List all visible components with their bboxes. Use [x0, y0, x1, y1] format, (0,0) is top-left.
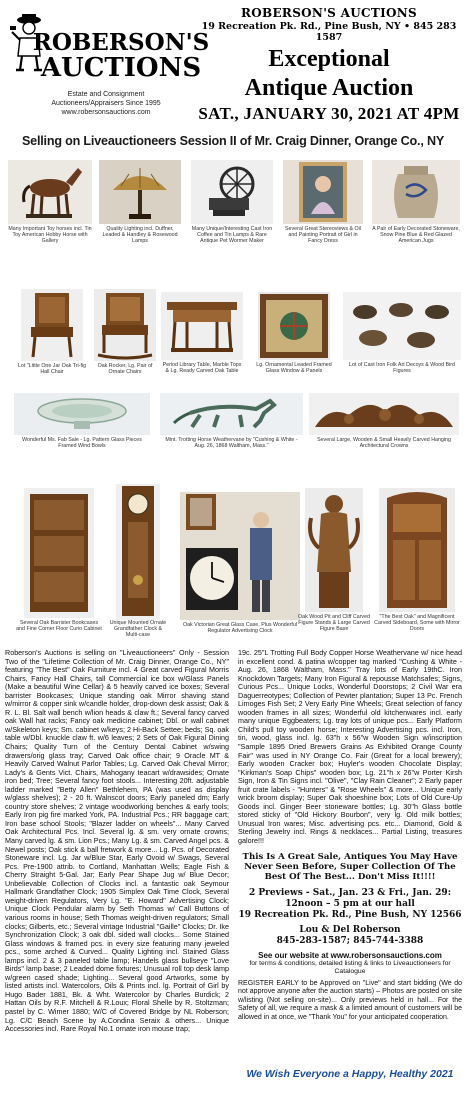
- item-carved-figure: [298, 488, 370, 638]
- website-link[interactable]: See our website at www.robersonsauctions.com: [258, 950, 442, 960]
- caption: Wonderful Ms. Fab Sale - Lg. Pattern Glass Pieces Framed Wind Bowls: [22, 437, 142, 450]
- item-toy-horse: [8, 160, 92, 256]
- header-block: [196, 6, 462, 124]
- caption: Several Oak Barrister Bookcases and Fine Corner Floor Curio Cabinet: [16, 620, 102, 633]
- sideboard-photo: [379, 488, 455, 612]
- logo-subline: Auctioneers/Appraisers Since 1995: [51, 100, 161, 107]
- contact-phones: 845-283-1587; 845-744-3388: [276, 935, 424, 946]
- crowns-photo: [309, 393, 459, 435]
- caption: Oak Wood Pit and Cliff Carved Figure Stands & Large Carved Figure Base: [298, 614, 370, 633]
- caption: Lot "Little One Jar Oak Tri-fig Hall Chair: [17, 363, 87, 376]
- item-glass-bowls: [14, 393, 150, 453]
- item-hall-chair: [14, 289, 90, 385]
- contact-names: Lou & Del Roberson: [299, 924, 401, 935]
- caption: Many Important Toy horses incl. Tin Toy American Hobby Horse with Gallery: [8, 226, 92, 245]
- body-text-right: [238, 649, 462, 1022]
- listing-paragraph: Roberson's Auctions is selling on "Liveauctioneers" Only - Session Two of the "Lifetime Collection of Mr. Craig Dinner, Orange Co., NY" featuring "The Best" Oak Furniture incl. 4 Great carved Figural Morris Chairs, Fancy Hall Chairs, tall Commercial ice box w/Glass Panels (Make a beautiful Wine Cellar) & 5 heavily carved ice boxes; Several barrister Bookcases; Unique standing oak Mirror shaving stand w/mirror & copper sink w/candle holder, drop-down desk assist; Oak & R. L. Bl. Salt wall bench w/lion heads & claw ft.; Several fancy carved oak Wall hat racks; Fancy oak medicine cabinet; Dbl. or wall cabinet w/Skeleton keys; Sm. cabinet w/keys; 2 Hi-Back Settee; beds; Sq. oak table w/Dbl. knuckle claw ft. w/6 leaves; 2 Sets of Oak Figural Dining Chairs; Quality Turn of the Century Dental Cabinet w/swing drawers/orig glass tray; Carved Oak office chair; 9 Oracle MT & Heavily Carved Walnut Parlor Tables; Lg. Carved Oak Cheval Mirror; Lady's & Gents Vict. Chairs, Mahogany teacart w/drawsides; Ornate iron bed; Tree; Several fancy foot stools... Interesting 20ft. adjustable ladder marked "Betty Allen" Bethlehem, PA (was used as display w/glass shelves); 2 - 20 ft. Walnscot doors; Early paneled dm; Early country store shelves; 2 vintage woodworking benches & early tools; Early Iron pig fire marked York, PA. Industrial Pcs.; RR baggage cart; Iron base school Stools; "Blazer ladder on wheels"... Many Carved Oak Architectural Pcs. Incl. Several lg. & sm. very ornate crowns; Many carved lg. & sm. Lion Pcs.; Many Lg. & sm. Carved Angel pcs. & Newel posts; Oak stick & ball fretwork & more... Lg. Pcs. of Decorated Stoneware incl. Lg. Jar w/Blue Star, Early Ovoid w/ Swags, Several Pcs. Pre-1900 attrib. to Cortland, Manhattan Wells; Eagle Fish & Cherry Straight 5-Gal. Jar; Early Pear Shape Jug w/ Blue Decor; Unbelievable Collection of Clocks incl. a fantastic oak Seymour Hallmark Grandfather Clock; 1905 Simplex Oak Time Clock, Several weight-driven Regulators, Very Lg. "E. Howard" Advertising Clock; Unique Clock Pendular alarm by Seth Thomas w/ Call Buttons of various rooms in house; Seth Thomas weight-driven regulators; Small clocks; Gilberts, etc.; Several vintage Industrial "Gaille" Clocks; Dr. Ike Synchronization Clock; 3 oak dbl. sided wall clocks... Some Stained Glass windows & framed pcs. in every size featuring many jeweled pcs., some arched & Curved... Quality Lighting incl. Stained Glass lamps incl. 2 & 3 paneled table lamp; Handels glass bullseye "Love Birds" lamp base; 2 Leaded dome fixtures; Unusual roll top desk lamp w/green cased shade; Lighting... Several good Artworks, some by listed artists incl. Watercolors, Oils & Prints incl. lg. Portrait of Girl by Hugo Bader 1881, Bk. & Wht. Watercolor by Charles Burdick; 2 Hattan Oils by R.F. Mitchell & R.Loux; Floral Shelle by R. Stoltzman; pastel by C. Wimer 1880; W/C of Covered Bridge by NL Roberson; Lg. C/C Beach Scene by A.Condina Seraix & others... Unique Accessories incl. Rare Royal No.1 ornate iron mouse trap;: [5, 648, 229, 1034]
- listing-paragraph-continued: 19c. 25"L Trotting Full Body Copper Horse Weathervane w/ nice head in excellent cond. & patina w/copper tag marked "Cushing & White - Aug. 26, 1868 Waltham, Mass." Tray lots of Early 19thC. Iron Knockdown Targets; Many Iron Figural & repousse Matchsafes; Signs, Curious Pcs... Unique Locks, Wonderful Doorstops; 2 Civil War era Daguerreotypes; Collection of Pewter plantation; Super 13 Pc. French Limoges Fish Set; 2 Very Early Pine Wheels; Great selection of fancy wooden frames in all sizes; Wonderful old kitchenwares incl. early many unique Eggbeaters; Lg. tray lots of unique pcs... Early Platform Child's pull toy wooden horse; Interesting Advertising pcs. incl. Iron, tin, wood, glass incl. lg. 63"h x 56"w Wooden Sign w/inscription "Sample 1895 Dried Brewers Grains As Exhibited Orange County Fair" was used in NY Orange Co. Fair (Great for a local brewery); Early wooden Cracker box; Huyler's wooden Chocolate Display; "Kirkman's Soap Chips" wooden box; Lg. 21"h x 26"w Porter Kirsh Sign, Iron & Tin Signs incl. "Olive", "Clay Rain Cleaner"; 2 Early paper fruit crate labels - "Hunters" & "Rose Wheels" & more... Unique early wrick broom display; Super Oak shoeshine box; Lots of Old Cure-Up Goods incl. Ginger Beer stoneware bottles; Lg. 30"h Glass bottle stored sticky of "Old Hickory Bourbon", very lg. Old milk bottles; Unusual Iron wares; Misc. advertising pcs. etc... Diamond, Gold & Sterling Jewelry incl. Rings & necklaces... Partial Listing, treasures galore!!!: [238, 648, 462, 846]
- caption: Several Large, Wooden & Small Heavily Carved Hanging Architectural Crowns: [317, 437, 451, 450]
- register-note: REGISTER EARLY to be Approved on "Live" and start bidding (We do not approve anyone after the auction starts) – Photos are posted on site w/listing (Not selling on-site)... Only previews held in hall... For the Safety of all, we require a mask & a limited amount of customers will be allowed in at once, we "Thank You" for your anticipated cooperation.: [238, 980, 462, 1021]
- caption: Oak Victorian Great Glass Case, Plus Wonderful Regulator Advertising Clock: [182, 622, 298, 635]
- company-name: ROBERSON'S AUCTIONS: [241, 6, 417, 20]
- item-regulator-clock: [180, 492, 300, 638]
- logo-tagline: Estate and Consignment: [67, 91, 145, 98]
- hall-chair-photo: [21, 289, 83, 361]
- caption: "The Best Oak" and Magnificent Carved Sideboard, Some with Mirror Doors: [374, 614, 460, 633]
- caption: Unique Mounted Ornate Grandfather Clock & Multi-case: [109, 620, 167, 639]
- item-cast-iron: [191, 160, 273, 256]
- item-barrister-bookcase: [16, 488, 102, 638]
- caption: Lot of Cast Iron Folk Art Decoys & Wood Bird Figures: [349, 362, 455, 375]
- item-decoys: [343, 292, 461, 388]
- caption: Period Library Table, Marble Tops & Lg. Ready Carved Oak Table: [162, 362, 242, 375]
- grandfather-clock-photo: [116, 484, 160, 620]
- stoneware-photo: [372, 160, 460, 224]
- hall-address: 19 Recreation Pk. Rd., Pine Bush, NY 12566: [238, 909, 462, 920]
- leaded-window-photo: [258, 292, 330, 360]
- caption: Many Unique/Interesting Cast Iron Coffee and Tin Lamps & Rare Antique Pet Wormer Maker: [191, 226, 273, 245]
- logo-line-1: ROBERSON'S: [32, 29, 210, 56]
- library-table-photo: [161, 292, 243, 360]
- toy-horse-photo: [8, 160, 92, 224]
- body-text-left: [5, 649, 229, 1034]
- preview-dates: 2 Previews - Sat., Jan. 23 & Fri., Jan. 29: 12noon – 5 pm at our hall: [248, 887, 452, 909]
- caption: Mint. Trotting Horse Weathervane by "Cushing & White - Aug. 26, 1868 Waltham, Mass.": [165, 437, 298, 450]
- item-portrait: [283, 160, 363, 256]
- portrait-photo: [283, 160, 363, 224]
- item-sideboard: [374, 488, 460, 638]
- regulator-clock-photo: [180, 492, 300, 620]
- title-line-1: Exceptional: [268, 46, 390, 72]
- logo-wordmark: [32, 26, 210, 83]
- logo-line-2: AUCTIONS: [40, 53, 202, 83]
- company-address: 19 Recreation Pk. Rd., Pine Bush, NY • 845 283 1587: [201, 21, 457, 43]
- footer-greeting: We Wish Everyone a Happy, Healthy 2021: [246, 1068, 454, 1080]
- item-leaded-window: [255, 292, 333, 388]
- caption: Lg. Ornamental Leaded Framed Glass Window & Panels: [256, 362, 332, 375]
- roberson-logo: [6, 6, 210, 124]
- caption: Several Great Stereoviews & Oil and Painting Portrait of Girl in Fancy Dress: [285, 226, 361, 245]
- lamp-photo: [99, 160, 181, 224]
- item-lamp: [99, 160, 181, 256]
- item-grandfather-clock: [108, 484, 168, 638]
- great-sale-note: This Is A Great Sale, Antiques You May Have Never Seen Before, Super Collection Of The Best Of The Best... Don't Miss It!!!!: [242, 851, 458, 882]
- decoys-photo: [343, 292, 461, 360]
- website-subtext: for terms & conditions, detailed listing & links to Liveauctioneers for Catalogue: [249, 960, 451, 976]
- item-weathervane: [160, 393, 303, 453]
- item-architectural-crowns: [309, 393, 459, 453]
- caption: Oak Rocker, Lg. Pair of Ornate Chairs: [97, 363, 153, 376]
- caption: A Pair of Early Decorated Stoneware, Snow Pine Blue & Red Glazed American Jugs: [372, 226, 460, 245]
- cast-iron-photo: [191, 160, 273, 224]
- carved-figure-photo: [305, 488, 363, 612]
- title-line-2: Antique Auction: [244, 75, 414, 101]
- bookcase-photo: [24, 488, 94, 618]
- auction-date: SAT., JANUARY 30, 2021 AT 4PM: [198, 104, 460, 123]
- rocker-photo: [94, 289, 156, 361]
- weathervane-photo: [160, 393, 303, 435]
- item-library-table: [161, 292, 243, 388]
- caption: Quality Lighting incl. Duffner, Leaded & Handley & Rosewood Lamps: [102, 226, 178, 245]
- session-line: Selling on Liveauctioneers Session II of Mr. Craig Dinner, Orange Co., NY: [21, 134, 445, 148]
- glass-bowls-photo: [14, 393, 150, 435]
- item-stoneware: [372, 160, 460, 256]
- item-rocker: [92, 289, 158, 385]
- logo-website[interactable]: www.robersonsauctions.com: [61, 109, 151, 116]
